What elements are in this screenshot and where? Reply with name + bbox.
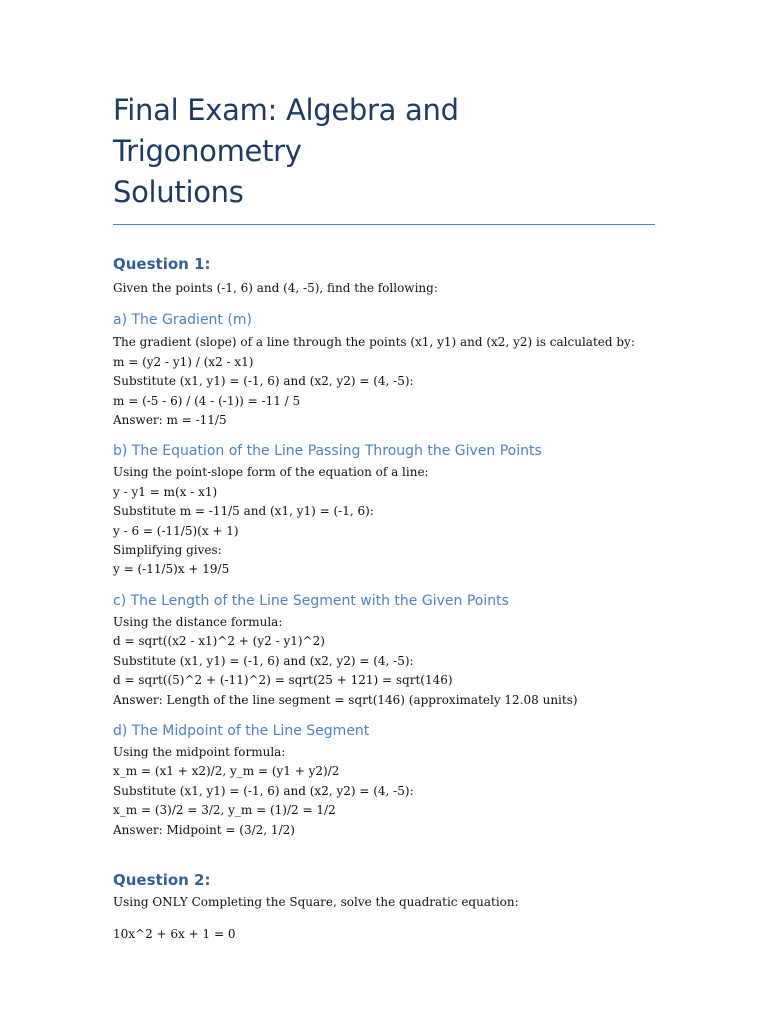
part-a-heading: a) The Gradient (m) [113, 312, 252, 329]
part-c-line: d = sqrt((x2 - x1)^2 + (y2 - y1)^2) [113, 634, 325, 649]
part-d-body [113, 743, 656, 840]
part-d-line: Answer: Midpoint = (3/2, 1/2) [113, 822, 295, 837]
part-c-line: Using the distance formula: [113, 614, 283, 629]
document-page [113, 90, 656, 945]
part-b-line: y - y1 = m(x - x1) [113, 484, 218, 499]
part-d-line: x_m = (3)/2 = 3/2, y_m = (1)/2 = 1/2 [113, 803, 336, 818]
part-b-line: y - 6 = (-11/5)(x + 1) [113, 523, 239, 538]
part-b-line: Substitute m = -11/5 and (x1, y1) = (-1, 6): [113, 504, 374, 519]
part-c-heading: c) The Length of the Line Segment with the Given Points [113, 592, 509, 609]
question-2-equation: 10x^2 + 6x + 1 = 0 [113, 927, 236, 942]
question-2-heading: Question 2: [113, 870, 211, 889]
part-a-body [113, 333, 656, 430]
part-a-line: The gradient (slope) of a line through the points (x1, y1) and (x2, y2) is calculated by: [113, 335, 635, 350]
question-1-section [113, 254, 656, 840]
part-c-body [113, 613, 656, 710]
part-c-line: Answer: Length of the line segment = sqrt(146) (approximately 12.08 units) [113, 692, 578, 707]
part-b-line: y = (-11/5)x + 19/5 [113, 562, 230, 577]
question-1-heading: Question 1: [113, 255, 211, 273]
part-d-line: x_m = (x1 + x2)/2, y_m = (y1 + y2)/2 [113, 764, 340, 779]
part-b-line: Using the point-slope form of the equation of a line: [113, 465, 429, 480]
question-2-section [113, 870, 656, 945]
part-c-line: d = sqrt((5)^2 + (-11)^2) = sqrt(25 + 121) = sqrt(146) [113, 673, 453, 688]
title-line-2: Solutions [113, 175, 244, 209]
part-d-line: Substitute (x1, y1) = (-1, 6) and (x2, y2) = (4, -5): [113, 783, 414, 798]
title-divider [113, 224, 655, 225]
document-title [113, 90, 656, 213]
question-1-intro: Given the points (-1, 6) and (4, -5), find the following: [113, 281, 438, 295]
question-2-intro: Using ONLY Completing the Square, solve the quadratic equation: [113, 894, 519, 909]
part-a-line: m = (-5 - 6) / (4 - (-1)) = -11 / 5 [113, 393, 301, 408]
part-a-line: Substitute (x1, y1) = (-1, 6) and (x2, y2) = (4, -5): [113, 374, 414, 389]
part-a-line: Answer: m = -11/5 [113, 413, 227, 428]
part-d-heading: d) The Midpoint of the Line Segment [113, 722, 370, 739]
part-d-line: Using the midpoint formula: [113, 744, 286, 759]
part-b-body [113, 463, 656, 579]
part-c-line: Substitute (x1, y1) = (-1, 6) and (x2, y2) = (4, -5): [113, 653, 414, 668]
part-b-heading: b) The Equation of the Line Passing Through the Given Points [113, 443, 542, 460]
title-line-1: Final Exam: Algebra and Trigonometry [113, 93, 459, 168]
part-b-line: Simplifying gives: [113, 543, 222, 558]
part-a-line: m = (y2 - y1) / (x2 - x1) [113, 354, 254, 369]
